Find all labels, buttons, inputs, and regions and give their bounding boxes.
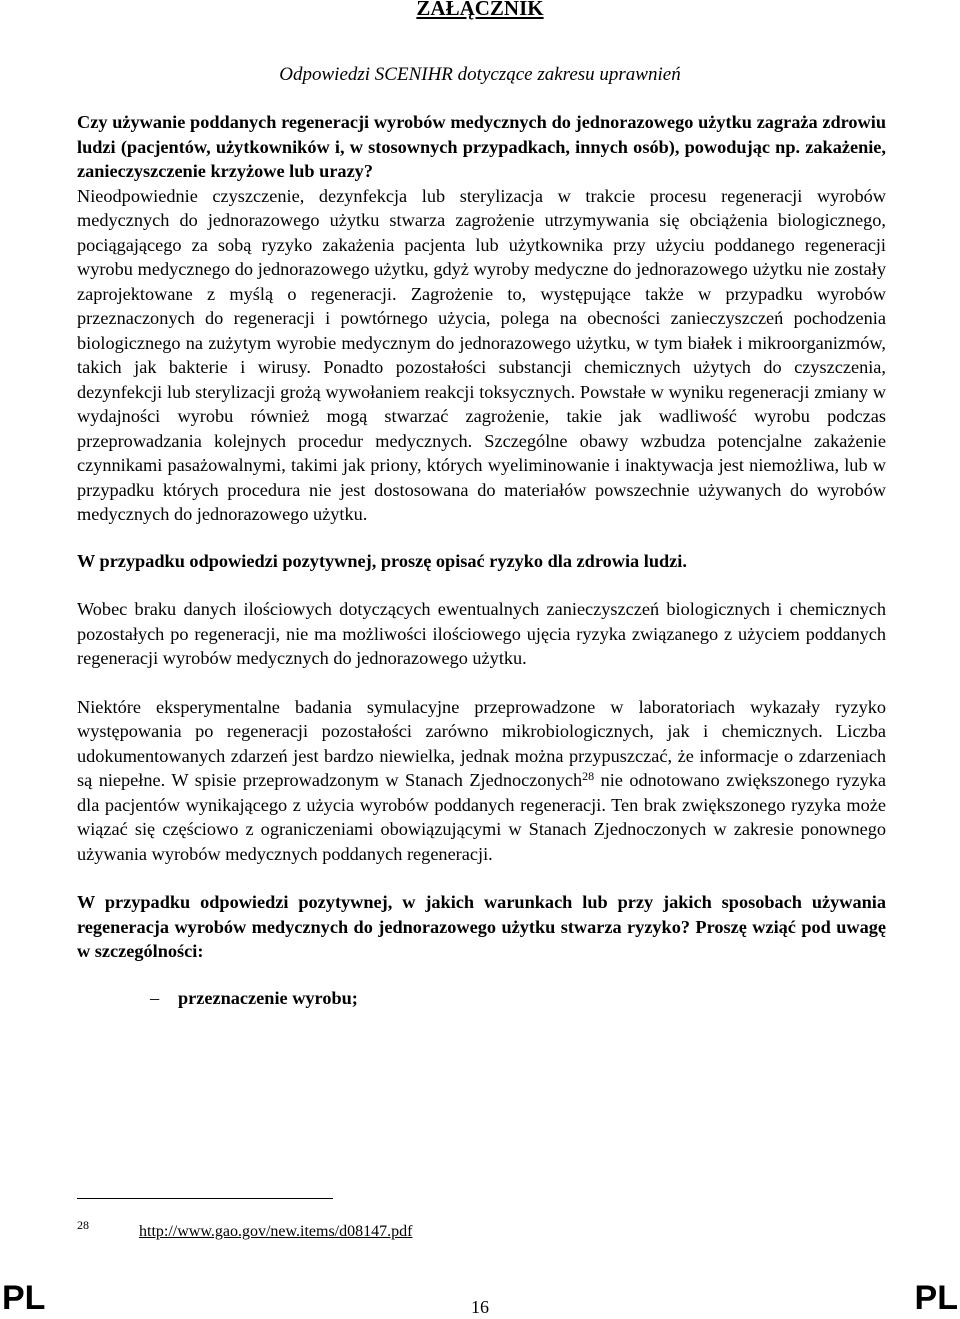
question-2: W przypadku odpowiedzi pozytywnej, proszę opisać ryzyko dla zdrowia ludzi.	[77, 550, 687, 571]
bullet-item	[77, 986, 886, 1011]
page-number: 16	[471, 1297, 489, 1317]
annex-title: ZAŁĄCZNIK	[416, 0, 544, 20]
paragraph-spacer	[77, 527, 886, 549]
footnote-reference[interactable]: 28	[582, 769, 595, 783]
answer-1-paragraph: Nieodpowiednie czyszczenie, dezynfekcja lub sterylizacja w trakcie procesu regeneracji wyrobów medycznych do jednorazowego użytku stwarza zagrożenie utrzymywania się obciążenia biologicznego, pociągającego za sobą ryzyko zakażenia pacjenta lub użytkownika przy użyciu poddanego regeneracji wyrobu medycznego do jednorazowego użytku, gdyż wyroby medyczne do jednorazowego użytku nie zostały zaprojektowane z myślą o regeneracji. Zagrożenie to, występujące także w przypadku wyrobów przeznaczonych do regeneracji i powtórnego użycia, polega na obecności zanieczyszczeń pochodzenia biologicznego na zużytym wyrobie medycznym do jednorazowego użytku, w tym białek i mikroorganizmów, takich jak bakterie i wirusy. Ponadto pozostałości substancji chemicznych użytych do czyszczenia, dezynfekcji lub sterylizacji grożą wywołaniem reakcji toksycznych. Powstałe w wyniku regeneracji zmiany w wydajności wyrobu również mogą stwarzać zagrożenie, takie jak wadliwość wyrobu podczas przeprowadzania kolejnych procedur medycznych. Szczególne obawy wzbudza potencjalne zakażenie czynnikami pasażowalnymi, takimi jak priony, których wyeliminowanie i inaktywacja jest niemożliwa, lub w przypadku których procedura nie jest dostosowana do materiałów powszechnie używanych do wyrobów medycznych do jednorazowego użytku.	[77, 185, 886, 524]
document-body	[77, 110, 886, 1010]
bullet-dash: –	[150, 987, 160, 1008]
paragraph-spacer	[77, 671, 886, 695]
question-3: W przypadku odpowiedzi pozytywnej, w jakich warunkach lub przy jakich sposobach używania regeneracja wyrobów medycznych do jednorazowego użytku stwarza ryzyko? Proszę wziąć pod uwagę w szczególności:	[77, 892, 886, 961]
answer-2-paragraph-2	[77, 695, 886, 867]
footer-language-right: PL	[914, 1279, 958, 1317]
bullet-text: przeznaczenie wyrobu;	[178, 987, 358, 1008]
footnote-link[interactable]: http://www.gao.gov/new.items/d08147.pdf	[139, 1223, 413, 1240]
paragraph-spacer	[77, 573, 886, 597]
footnote-divider	[77, 1198, 333, 1199]
answer-2-text-start: Niektóre eksperymentalne badania symulacyjne przeprowadzone w laboratoriach wykazały ryzyko występowania po regeneracji pozostałości zarówno mikrobiologicznych, jak i chemicznych. Liczba udokumentowanych zdarzeń jest bardzo niewielka, jednak można przypuszczać, że informacje o zdarzeniach są niepełne. W spisie przeprowadzonym w Stanach Zjednoczonych	[77, 696, 886, 790]
document-subtitle: Odpowiedzi SCENIHR dotyczące zakresu uprawnień	[279, 64, 681, 85]
paragraph-spacer	[77, 866, 886, 890]
question-1: Czy używanie poddanych regeneracji wyrobów medycznych do jednorazowego użytku zagraża zdrowiu ludzi (pacjentów, użytkowników i, w stosownych przypadkach, innych osób), powodując np. zakażenie, zanieczyszczenie krzyżowe lub urazy?	[77, 112, 886, 181]
answer-2-paragraph-1: Wobec braku danych ilościowych dotyczących ewentualnych zanieczyszczeń biologicznych i chemicznych pozostałych po regeneracji, nie ma możliwości ilościowego ujęcia ryzyka związanego z użyciem poddanych regeneracji wyrobów medycznych do jednorazowego użytku.	[77, 599, 886, 668]
footnote-number: 28	[77, 1218, 89, 1232]
footer-language-left: PL	[2, 1279, 46, 1317]
answer-2-text-end: nie odnotowano zwiększonego ryzyka dla pacjentów wynikającego z użycia wyrobów poddanych regeneracji. Ten brak zwiększonego ryzyka może wiązać się częściowo z ograniczeniami obowiązującymi w Stanach Zjednoczonych w zakresie ponownego używania wyrobów medycznych poddanych regeneracji.	[77, 770, 887, 864]
